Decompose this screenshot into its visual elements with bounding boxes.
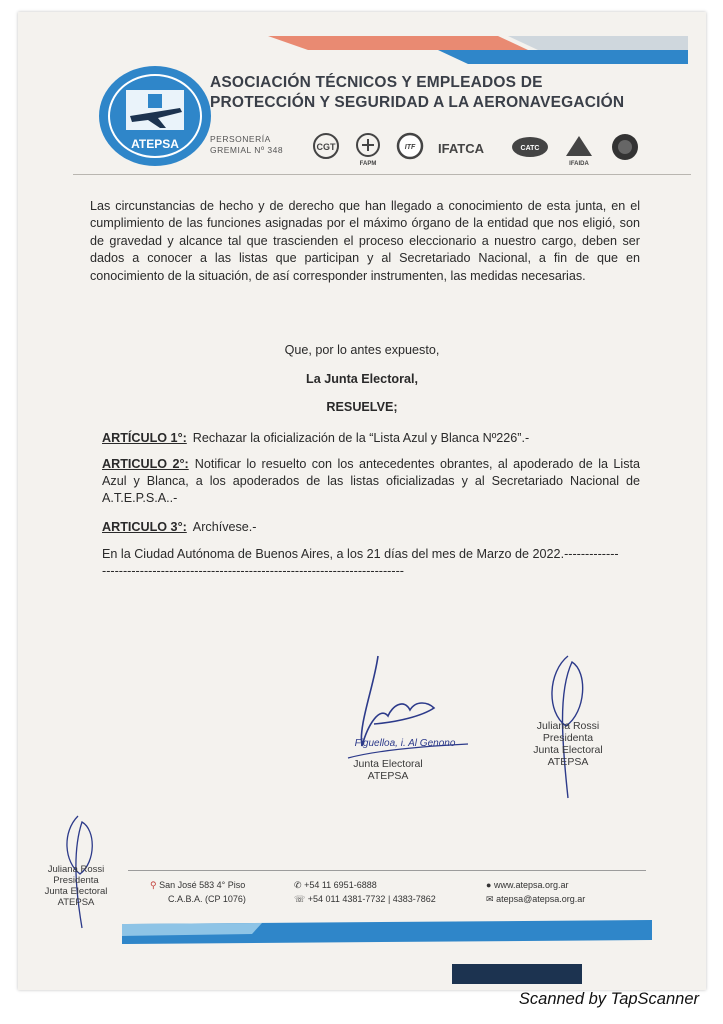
footer-phones [294, 878, 436, 906]
address-line1: San José 583 4° Piso [159, 880, 246, 890]
article-2-heading: ARTICULO 2°: [102, 457, 189, 471]
article-3-heading: ARTICULO 3°: [102, 520, 187, 534]
header-divider [73, 174, 691, 175]
phone-icon: ☏ [294, 894, 306, 904]
email: atepsa@atepsa.org.ar [496, 894, 586, 904]
left-signature-handwriting: Figuelloa, i. Al Genono [354, 738, 456, 749]
svg-text:IFAIDA: IFAIDA [569, 161, 589, 166]
article-2 [102, 456, 640, 507]
mail-icon: ✉ [486, 894, 494, 904]
location-pin-icon: ⚲ [150, 880, 157, 890]
footer-address [150, 878, 246, 906]
cgt-badge-icon [312, 132, 340, 160]
address-line2: C.A.B.A. (CP 1076) [168, 894, 246, 904]
right-signature-block [518, 720, 618, 768]
globe-badge-icon [610, 132, 640, 162]
right-sig-line-2: Presidenta [542, 732, 594, 744]
svg-text:CGT: CGT [316, 142, 336, 152]
personeria-line2: GREMIAL Nº 348 [210, 145, 284, 155]
svg-text:FAPM: FAPM [359, 161, 377, 166]
stamp-line-1: Juliana Rossi [47, 864, 105, 875]
org-name-line2: PROTECCIÓN Y SEGURIDAD A LA AERONAVEGACIÓN [210, 94, 625, 111]
article-1-heading: ARTÍCULO 1°: [102, 431, 187, 445]
stamp-line-3: Junta Electoral [44, 886, 108, 897]
article-3-text: Archívese.- [192, 520, 257, 534]
ifatca-badge-icon [436, 138, 500, 158]
left-sig-line-1: Junta Electoral [353, 758, 423, 770]
ifaida-badge-icon [562, 132, 596, 166]
affiliation-badges [310, 130, 648, 170]
globe-icon: ● [486, 880, 492, 890]
phone-whatsapp: +54 11 6951-6888 [304, 880, 377, 890]
scanner-watermark: Scanned by TapScanner [518, 990, 699, 1008]
article-3 [102, 519, 640, 536]
svg-text:ITF: ITF [404, 144, 416, 151]
logo-text: ATEPSA [131, 137, 179, 151]
stamp-line-2: Presidenta [53, 875, 99, 886]
left-signature-block [338, 758, 438, 782]
svg-text:IFATCA: IFATCA [438, 141, 484, 156]
org-name-line1: ASOCIACIÓN TÉCNICOS Y EMPLEADOS DE [210, 74, 543, 91]
phone-land: +54 011 4381-7732 | 4383-7862 [307, 894, 436, 904]
right-sig-line-1: Juliana Rossi [536, 720, 600, 732]
board-line: La Junta Electoral, [306, 372, 418, 386]
personeria-line1: PERSONERÍA [210, 134, 271, 144]
footer-web [486, 878, 585, 906]
body-paragraph: Las circunstancias de hecho y de derecho que han llegado a conocimiento de esta junta, en el cumplimiento de las funciones asignadas por el máximo órgano de la entidad que nos eligió, son de gravedad y alcance tal que trascienden el proceso eleccionario a nuestro cargo, deben ser dados a conocer a las listas que participan y al Secretariado Nacional, a fin de que en conocimiento de la situación, de así corresponder instrumenten, las medidas necesarias. [90, 199, 640, 283]
website: www.atepsa.org.ar [493, 880, 569, 890]
atepsa-logo [96, 64, 214, 168]
personeria [210, 134, 283, 156]
stamp-block [32, 864, 120, 908]
stamp-line-4: ATEPSA [57, 897, 95, 908]
article-1-text: Rechazar la oficialización de la “Lista Azul y Blanca Nº226”.- [192, 431, 530, 445]
footer-divider [128, 870, 646, 871]
article-1 [102, 430, 640, 447]
resolves-line: RESUELVE; [326, 400, 398, 414]
closing-line: En la Ciudad Autónoma de Buenos Aires, a los 21 días del mes de Marzo de 2022.------------------------------------------------------------------------------------- [102, 547, 619, 578]
bottom-logo-fragment [452, 964, 582, 984]
footer-stripe [122, 920, 652, 944]
fapm-badge-icon [354, 132, 382, 166]
catc-badge-icon [510, 134, 550, 160]
right-sig-line-3: Junta Electoral [533, 744, 603, 756]
header-stripe [268, 36, 688, 64]
itf-badge-icon [396, 132, 424, 160]
right-sig-line-4: ATEPSA [547, 756, 589, 768]
document-page [18, 12, 706, 990]
svg-text:CATC: CATC [520, 145, 540, 152]
article-2-text: Notificar lo resuelto con los antecedentes obrantes, al apoderado de la Lista Azul y Blanca, a los apoderados de las listas oficializadas y al Secretariado Nacional de A.T.E.P.S.A..- [102, 457, 641, 505]
intro-line: Que, por lo antes expuesto, [284, 343, 440, 357]
whatsapp-icon: ✆ [294, 880, 302, 890]
left-sig-line-2: ATEPSA [367, 770, 409, 782]
